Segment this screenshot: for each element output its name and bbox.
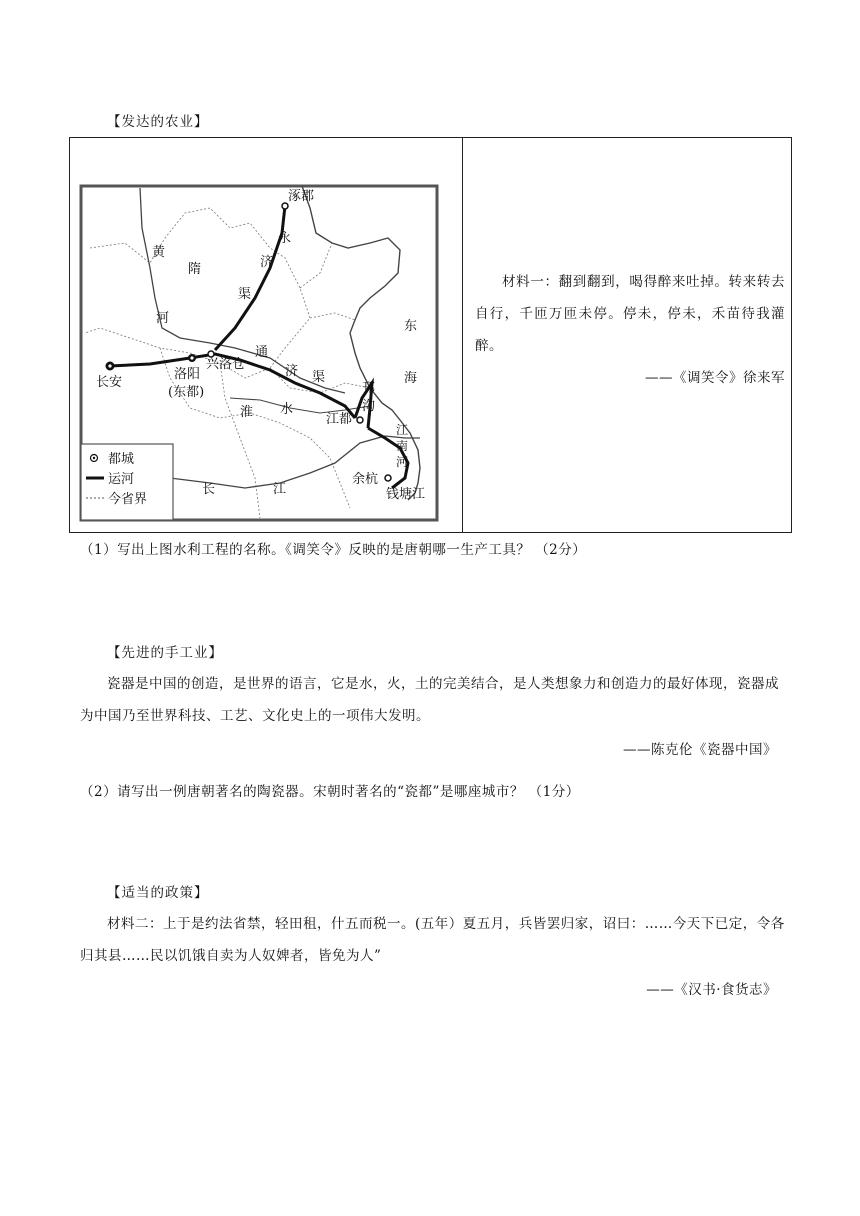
- grand-canal-map: [70, 138, 462, 528]
- label-qiantangjiang: 钱塘江: [386, 487, 426, 502]
- label-nan: 南: [396, 439, 409, 453]
- label-he: 河: [156, 311, 170, 326]
- label-gou: 沟: [362, 399, 376, 414]
- label-zhuojun: 涿郡: [288, 189, 315, 204]
- section3-heading: 【适当的政策】: [107, 885, 209, 901]
- label-jiang-nan: 江: [396, 423, 409, 437]
- label-shui: 水: [280, 402, 294, 417]
- material1-cell: [463, 138, 792, 533]
- section3-source: ——《汉书·食货志》: [646, 982, 777, 998]
- label-dong: 东: [404, 319, 418, 334]
- yuhang-marker: [385, 475, 391, 481]
- jiangdu-marker: [357, 417, 363, 423]
- label-jiangdu: 江都: [326, 412, 353, 427]
- legend-canal: 运河: [108, 472, 135, 487]
- label-huang: 黄: [152, 245, 166, 260]
- label-sui: 隋: [188, 262, 202, 277]
- material-table: [69, 137, 792, 533]
- label-hai: 海: [404, 371, 418, 386]
- label-jiang: 江: [273, 482, 287, 497]
- label-han: 邗: [362, 381, 376, 396]
- section3-text: 材料二：上于是约法省禁，轻田租，什五而税一。(五年）夏五月，兵皆罢归家，诏曰：……今天下已定，令各归其县……民以饥饿自卖为人奴婢者，皆免为人”: [80, 916, 785, 964]
- section2-source: ——陈克伦《瓷器中国》: [623, 742, 777, 758]
- label-ji2: 济: [285, 364, 299, 379]
- label-qu1: 渠: [238, 287, 252, 302]
- label-dongdu: (东都): [168, 385, 205, 400]
- material1-source: ——《调笑令》徐来军: [645, 370, 785, 386]
- map-cell: [70, 138, 463, 533]
- section2-heading: 【先进的手工业】: [107, 645, 223, 661]
- label-luoyang: 洛阳: [174, 367, 201, 382]
- legend-capital: 都城: [108, 452, 135, 467]
- label-he2: 河: [396, 455, 409, 469]
- material1-text: 材料一：翻到翻到，喝得醉来吐掉。转来转去自行，千匝万匝未停。停未，停未，禾苗待我灌醉。: [475, 274, 785, 354]
- label-qu2: 渠: [312, 370, 326, 385]
- label-tong: 通: [255, 345, 269, 360]
- label-xingluocang: 兴洛仓: [206, 357, 246, 372]
- label-ji1: 济: [260, 255, 274, 270]
- label-yong: 永: [278, 231, 292, 246]
- label-yuhang: 余杭: [352, 472, 379, 487]
- section1-heading: 【发达的农业】: [107, 114, 209, 130]
- label-chang: 长: [202, 482, 216, 497]
- label-huai: 淮: [240, 405, 254, 420]
- section2-text: 瓷器是中国的创造，是世界的语言，它是水，火，土的完美结合，是人类想象力和创造力的最好体现，瓷器成为中国乃至世界科技、工艺、文化史上的一项伟大发明。: [80, 676, 779, 724]
- question-1: （1）写出上图水利工程的名称。《调笑令》反映的是唐朝哪一生产工具？ （2分）: [80, 542, 587, 558]
- legend-border: 今省界: [108, 492, 148, 507]
- question-2: （2）请写出一例唐朝著名的陶瓷器。宋朝时著名的“瓷都”是哪座城市？ （1分）: [80, 784, 580, 800]
- label-changan: 长安: [96, 375, 123, 390]
